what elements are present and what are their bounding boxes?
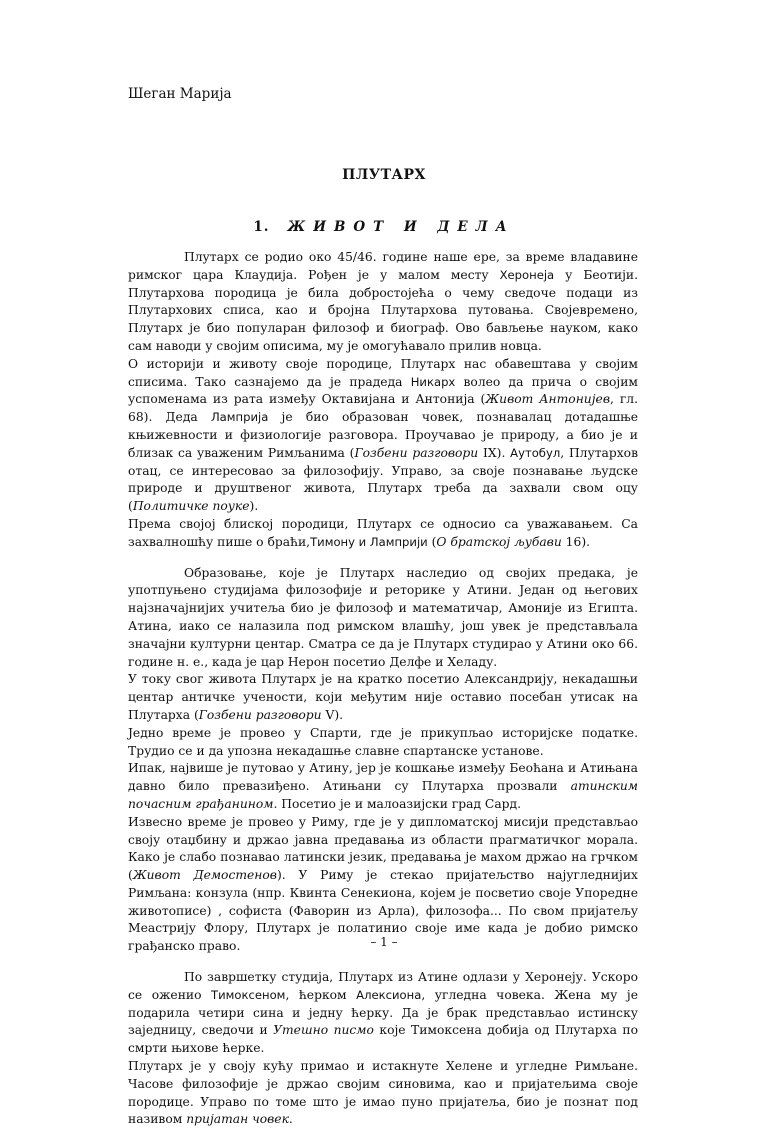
italic-title: Гозбени разговори	[198, 707, 322, 722]
text-run: По завршетку студија, Плутарх из Атине одлази у Херонеју. Ускоро се оженио	[128, 970, 638, 1002]
paragraph	[128, 565, 638, 672]
author-name: Шеган Марија	[128, 86, 232, 102]
text-run: У току свог живота Плутарх је на кратко посетио Александрију, некадашњи центар античке учености, који међутим није оставио посебан утисак на Плутарха (	[128, 672, 638, 722]
paragraph	[128, 249, 638, 356]
text-run: Посетио је и малоазијски град Сард.	[277, 796, 522, 811]
italic-title: О братској љубави	[436, 534, 562, 549]
text-run: О историји и животу своје породице, Плутарх нас обавештава у својим списима. Тако сазнајемо да је прадеда	[128, 356, 638, 389]
section-number: 1.	[253, 219, 270, 235]
paragraph	[128, 356, 638, 516]
text-run: Плутарх је у своју кућу примао и истакнуте Хелене и угледне Римљане. Часове филозофије је држао својим синовима, као и пријатељима своје породице. Управо по томе што је имао пуно пријатеља, био је познат под називом	[128, 1059, 638, 1127]
italic-title: пријатан човек	[186, 1112, 289, 1127]
page-number: – 1 –	[370, 935, 398, 949]
text-run: које Тимоксена добија од Плутарха по смрти њихове ћерке.	[128, 1023, 638, 1056]
paragraph	[128, 516, 638, 552]
text-run: , ћерком	[285, 987, 357, 1002]
text-run: Ипак, највише је путовао у Атину, јер је кошкање између Беоћана и Атињана давно било превазиђено. Атињани су Плутарха прозвали	[128, 761, 638, 794]
text-run: , угледна човека. Жена му је подарила четири сина и једну ћерку. Да је брак представљао истинску заједницу, сведочи и	[128, 987, 638, 1038]
paragraph	[128, 1058, 638, 1129]
proper-name: Аутобул	[510, 445, 561, 460]
text-run: Плутарх се родио око 45/46. године наше ере, за време владавине римског цара Клаудија. Рођен је у малом месту	[128, 250, 638, 282]
text-run: је био образован човек, познавалац дотадашње књижевности и физиологије разговора. Проучавао је природу, а био је и близак са уваженим Римљанима (	[128, 410, 638, 460]
text-run: V).	[321, 707, 344, 722]
italic-title: Живот Антонијев	[485, 392, 610, 407]
text-run: (	[427, 534, 437, 549]
italic-title: Живот Демостенов	[132, 868, 277, 883]
text-run: у Беотији. Плутархова породица је била добростојећа о чему сведоче подаци из Плутархових списа, као и бројна Плутархова путовања. Својевремено, Плутарх је био популаран филозоф и биограф. Ово бављење науком, како сам наводи у својим описима, му је омогућавало прилив новца.	[128, 267, 638, 353]
body-text	[128, 249, 638, 1129]
document-title: ПЛУТАРХ	[342, 167, 426, 183]
section-heading	[0, 219, 768, 235]
text-run: Према својој блиској породици, Плутарх се односио са уважавањем. Са захвалношћу пише о браћи,	[128, 516, 638, 549]
text-run: 16).	[561, 534, 591, 549]
text-run: ).	[249, 499, 259, 514]
paragraph	[128, 760, 638, 813]
text-run: .	[288, 1112, 293, 1127]
italic-title: Утешно писмо	[273, 1023, 374, 1038]
proper-name: Ламприја	[210, 410, 269, 425]
paragraph	[128, 671, 638, 724]
text-run: , Плутархов отац, се интересовао за филозофију. Управо, за своје познавање људске природе и друштвеног живота, Плутарх треба да захвали свом оцу (	[128, 445, 638, 514]
text-run: Образовање, које је Плутарх наследио од својих предака, је употпуњено студијама филозофије и реторике у Атини. Један од његових најзначајнијих учитеља био је филозоф и математичар, Амоније из Египта. Атина, иако се налазила под римском влашћу, још увек је представљала значајни културни центар. Сматра се да је Плутарх студирао у Атини око 66. године н. е., када је цар Нерон посетио Делфе и Хеладу.	[128, 565, 638, 669]
text-run: ). У Риму је стекао пријатељство најугледнијих Римљана: конзула (нпр. Квинта Сенекиона, којем је посветио своје Упоредне животописе) , софиста (Фаворин из Арла), филозофа... По свом пријатељу Меастрију Флору, Плутарх је полатинио своје име када је добио римско грађанско право.	[128, 868, 638, 954]
text-run: волео да прича о својим успоменама из рата између Октавијана и Антонија (	[128, 374, 638, 407]
section-title: ЖИВОТ И ДЕЛА	[287, 219, 515, 235]
italic-title: Политичке поуке	[132, 499, 250, 514]
italic-title: атинским почасним грађанином.	[128, 779, 638, 811]
proper-name: Тимону и Ламприји	[310, 534, 428, 549]
proper-name: Херонеја	[499, 267, 555, 282]
proper-name: Алексиона	[356, 987, 422, 1002]
text-run: Једно време је провео у Спарти, где је прикупљао историјске податке. Трудио се и да упозна некадашње славне спартанске установе.	[128, 725, 638, 758]
text-run: IX).	[478, 445, 511, 460]
proper-name: Тимоксеном	[211, 987, 286, 1002]
paragraph	[128, 725, 638, 761]
proper-name: Никарх	[410, 374, 456, 389]
paragraph	[128, 969, 638, 1058]
text-run: Извесно време је провео у Риму, где је у дипломатској мисији представљао своју отаџбину и држао јавна предавања из области прагматичког морала. Како је слабо познавао латински језик, предавања је махом држао на грчком (	[128, 814, 638, 883]
italic-title: Гозбени разговори	[354, 445, 479, 460]
text-run: , гл. 68). Деда	[128, 392, 638, 425]
